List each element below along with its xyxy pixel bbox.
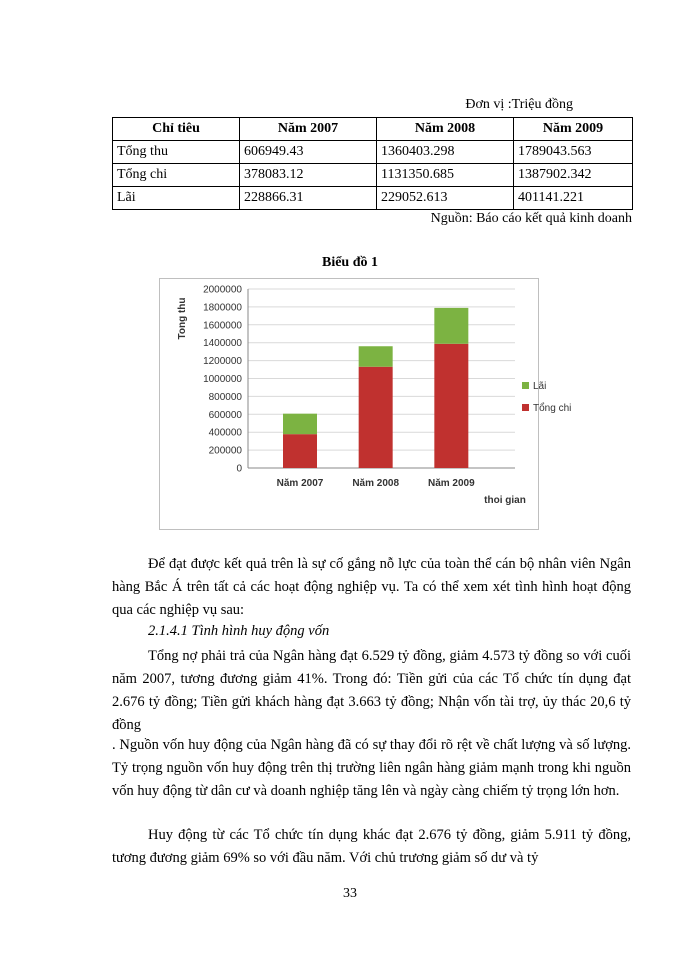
page-number: 33 [343,886,357,901]
table-cell: Tổng chi [113,164,240,187]
y-tick-label: 1800000 [203,302,242,314]
bar-Lãi [434,308,468,344]
x-tick-label: Năm 2007 [276,478,324,489]
table-source: Nguồn: Báo cáo kết quả kinh doanh [430,211,632,226]
stacked-bar-chart [160,279,572,529]
table-cell: 401141.221 [514,187,633,210]
chart-title: Biểu đồ 1 [321,255,378,270]
y-tick-label: 1600000 [203,320,242,332]
table-cell: Lãi [113,187,240,210]
table-row [113,164,633,187]
table-cell: 1387902.342 [514,164,633,187]
paragraph-interbank: Huy động từ các Tổ chức tín dụng khác đạt 2.676 tỷ đồng, giảm 5.911 tỷ đồng, tương đương giảm 69% so với đầu năm. Với chủ trương giảm số dư và tỷ [112,827,631,866]
legend-swatch [522,404,529,411]
table-header-row [113,118,633,141]
table-cell: 228866.31 [240,187,377,210]
legend-swatch [522,382,529,389]
y-tick-label: 600000 [208,409,242,421]
table-header: Năm 2007 [240,118,377,141]
table-cell: Tổng thu [113,141,240,164]
y-tick-label: 200000 [208,445,242,457]
y-tick-label: 2000000 [203,284,242,296]
legend-label: Lãi [533,381,547,392]
y-tick-label: 400000 [208,427,242,439]
paragraph-liabilities: Tổng nợ phải trả của Ngân hàng đạt 6.529 tỷ đồng, giảm 4.573 tỷ đồng so với cuối năm 2007, tương đương giảm 41%. Trong đó: Tiền gửi của các Tổ chức tín dụng đạt 2.676 tỷ đồng; Tiền gửi khách hàng đạt 3.663 tỷ đồng; Nhận vốn tài trợ, ủy thác 20,6 tỷ đồng [112,648,631,733]
paragraph-capital: . Nguồn vốn huy động của Ngân hàng đã có sự thay đổi rõ rệt về chất lượng và số lượng. Tỷ trọng nguồn vốn huy động trên thị trường liên ngân hàng giảm mạnh trong khi nguồn vốn huy động từ dân cư và doanh nghiệp tăng lên và ngày càng chiếm tỷ trọng lớn hơn. [112,737,631,799]
table-cell: 1789043.563 [514,141,633,164]
y-tick-label: 1400000 [203,338,242,350]
table-cell: 1360403.298 [377,141,514,164]
legend-label: Tổng chi [533,403,572,414]
bar-Lãi [283,414,317,434]
table-header: Chỉ tiêu [113,118,240,141]
table-cell: 606949.43 [240,141,377,164]
financial-table [112,117,633,210]
x-axis-label: thoi gian [484,495,526,506]
chart-container [159,278,572,530]
table-cell: 229052.613 [377,187,514,210]
bar-Tổng chi [359,367,393,468]
y-tick-label: 1200000 [203,356,242,368]
bar-Tổng chi [283,434,317,468]
table-cell: 378083.12 [240,164,377,187]
bar-Lãi [359,346,393,367]
x-tick-label: Năm 2008 [352,478,400,489]
table-header: Năm 2009 [514,118,633,141]
table-row [113,187,633,210]
unit-label: Đơn vị :Triệu đồng [465,97,573,112]
paragraph-intro: Để đạt được kết quả trên là sự cố gắng nỗ lực của toàn thể cán bộ nhân viên Ngân hàng Bắc Á trên tất cả các hoạt động nghiệp vụ. Ta có thể xem xét tình hình hoạt động qua các nghiệp vụ sau: [112,556,631,618]
bar-Tổng chi [434,344,468,468]
table-cell: 1131350.685 [377,164,514,187]
section-heading: 2.1.4.1 Tình hình huy động vốn [148,623,330,639]
table-header: Năm 2008 [377,118,514,141]
table-row [113,141,633,164]
x-tick-label: Năm 2009 [427,478,475,489]
y-axis-label: Tong thu [177,297,188,340]
y-tick-label: 800000 [208,391,242,403]
y-tick-label: 1000000 [203,374,242,385]
y-tick-label: 0 [236,463,242,475]
